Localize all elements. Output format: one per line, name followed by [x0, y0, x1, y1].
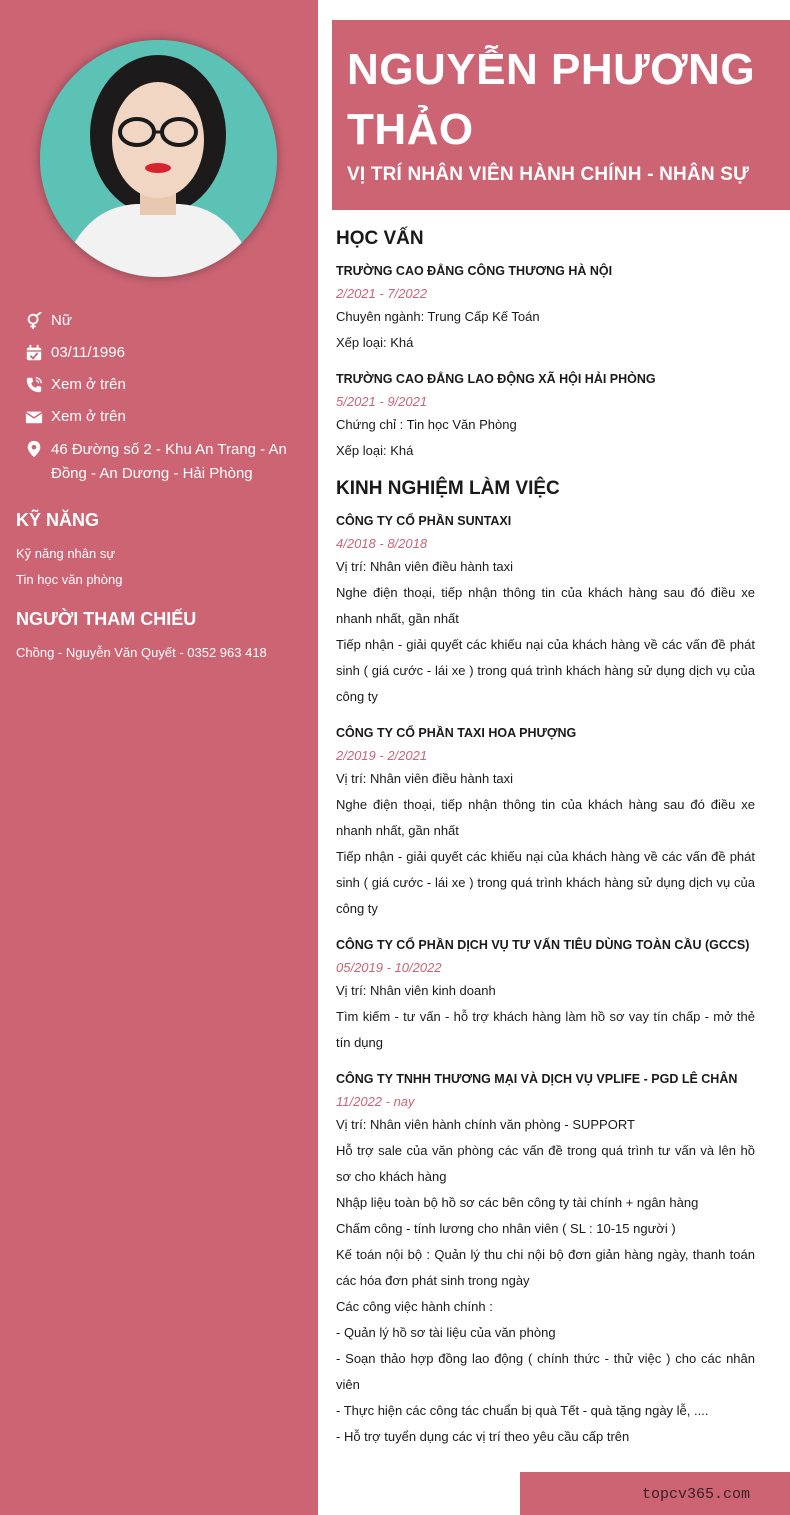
header-banner	[332, 20, 790, 210]
entry-line: Xếp loại: Khá	[336, 335, 414, 350]
education-section	[336, 228, 755, 464]
location-icon	[24, 438, 44, 460]
skills-heading: KỸ NĂNG	[16, 510, 100, 530]
skills-section	[16, 510, 306, 593]
entry-line: - Thực hiện các công tác chuẩn bị quà Tết - quà tặng ngày lễ, ....	[336, 1403, 709, 1418]
entry-line: Vị trí: Nhân viên điều hành taxi	[336, 559, 514, 574]
watermark-badge	[520, 1472, 790, 1515]
email-icon	[24, 406, 44, 428]
entry-line: Chấm công - tính lương cho nhân viên ( SL : 10-15 người )	[336, 1221, 676, 1236]
contact-phone	[24, 374, 314, 396]
skill-item: Kỹ năng nhân sự	[16, 546, 116, 561]
education-entry	[336, 262, 755, 356]
entry-org: TRƯỜNG CAO ĐẲNG CÔNG THƯƠNG HÀ NỘI	[336, 264, 613, 278]
job-position: VỊ TRÍ NHÂN VIÊN HÀNH CHÍNH - NHÂN SỰ	[347, 164, 750, 185]
candidate-name: NGUYỄN PHƯƠNG THẢO	[347, 45, 756, 154]
contact-address	[24, 438, 314, 486]
entry-line: Vị trí: Nhân viên điều hành taxi	[336, 771, 514, 786]
entry-line: - Quản lý hồ sơ tài liệu của văn phòng	[336, 1325, 556, 1340]
entry-line: Tìm kiếm - tư vấn - hỗ trợ khách hàng làm hồ sơ vay tín chấp - mở thẻ tín dụng	[336, 1009, 755, 1050]
education-heading: HỌC VẤN	[336, 228, 424, 249]
contact-gender	[24, 310, 314, 332]
entry-line: Nghe điện thoại, tiếp nhận thông tin của khách hàng sau đó điều xe nhanh nhất, gần nhất	[336, 585, 755, 626]
experience-heading: KINH NGHIỆM LÀM VIỆC	[336, 478, 560, 499]
contact-email	[24, 406, 314, 428]
sidebar	[0, 0, 318, 1515]
contact-text: Nữ	[51, 312, 72, 329]
experience-entry	[336, 512, 755, 710]
entry-line: Tiếp nhận - giải quyết các khiếu nại của khách hàng về các vấn đề phát sinh ( giá cước - lái xe ) trong quá trình khách hàng sử dụng dịch vụ của công ty	[336, 637, 755, 704]
entry-line: - Soạn thảo hợp đồng lao động ( chính thức - thử việc ) cho các nhân viên	[336, 1351, 755, 1392]
skill-item: Tin học văn phòng	[16, 572, 123, 587]
experience-entry	[336, 1070, 755, 1450]
contact-text: 46 Đường số 2 - Khu An Trang - An Đồng - An Dương - Hải Phòng	[51, 441, 287, 482]
contact-birthday	[24, 342, 314, 364]
gender-icon	[24, 310, 44, 332]
phone-icon	[24, 374, 44, 396]
entry-date: 2/2019 - 2/2021	[336, 748, 428, 763]
entry-line: Hỗ trợ sale của văn phòng các vấn đề trong quá trình tư vấn và lên hồ sơ cho khách hàng	[336, 1143, 755, 1184]
entry-org: CÔNG TY CỔ PHẦN TAXI HOA PHƯỢNG	[336, 726, 577, 740]
contact-text: 03/11/1996	[51, 344, 125, 361]
contact-text: Xem ở trên	[51, 408, 126, 425]
references-heading: NGƯỜI THAM CHIẾU	[16, 609, 197, 629]
entry-line: Các công việc hành chính :	[336, 1299, 493, 1314]
entry-line: Chuyên ngành: Trung Cấp Kế Toán	[336, 309, 540, 324]
watermark-text: topcv365.com	[641, 1486, 750, 1503]
entry-date: 05/2019 - 10/2022	[336, 960, 442, 975]
entry-line: Xếp loại: Khá	[336, 443, 414, 458]
entry-org: CÔNG TY CỔ PHẦN DỊCH VỤ TƯ VẤN TIÊU DÙNG TOÀN CẦU (GCCS)	[336, 938, 750, 952]
entry-line: Chứng chỉ : Tin học Văn Phòng	[336, 417, 517, 432]
references-section	[16, 609, 306, 666]
contact-list	[24, 310, 314, 496]
entry-org: CÔNG TY TNHH THƯƠNG MẠI VÀ DỊCH VỤ VPLIFE - PGD LÊ CHÂN	[336, 1072, 738, 1086]
entry-line: Kế toán nội bộ : Quản lý thu chi nội bộ đơn giản hàng ngày, thanh toán các hóa đơn phát sinh trong ngày	[336, 1247, 755, 1288]
experience-entry	[336, 936, 755, 1056]
contact-text: Xem ở trên	[51, 376, 126, 393]
entry-date: 5/2021 - 9/2021	[336, 394, 428, 409]
entry-date: 11/2022 - nay	[336, 1094, 415, 1109]
entry-line: Vị trí: Nhân viên hành chính văn phòng - SUPPORT	[336, 1117, 635, 1132]
experience-entry	[336, 724, 755, 922]
experience-section	[336, 478, 755, 1450]
entry-date: 2/2021 - 7/2022	[336, 286, 428, 301]
education-entry	[336, 370, 755, 464]
calendar-icon	[24, 342, 44, 364]
main-content	[336, 228, 755, 1464]
entry-line: - Hỗ trợ tuyển dụng các vị trí theo yêu cầu cấp trên	[336, 1429, 630, 1444]
entry-date: 4/2018 - 8/2018	[336, 536, 428, 551]
entry-line: Tiếp nhận - giải quyết các khiếu nại của khách hàng về các vấn đề phát sinh ( giá cước - lái xe ) trong quá trình khách hàng sử dụng dịch vụ của công ty	[336, 849, 755, 916]
entry-org: CÔNG TY CỔ PHẦN SUNTAXI	[336, 514, 512, 528]
entry-line: Vị trí: Nhân viên kinh doanh	[336, 983, 496, 998]
reference-item: Chồng - Nguyễn Văn Quyết - 0352 963 418	[16, 645, 267, 660]
profile-photo	[40, 40, 277, 277]
entry-line: Nghe điện thoại, tiếp nhận thông tin của khách hàng sau đó điều xe nhanh nhất, gần nhất	[336, 797, 755, 838]
entry-org: TRƯỜNG CAO ĐẲNG LAO ĐỘNG XÃ HỘI HẢI PHÒNG	[336, 372, 656, 386]
entry-line: Nhập liệu toàn bộ hồ sơ các bên công ty tài chính + ngân hàng	[336, 1195, 699, 1210]
